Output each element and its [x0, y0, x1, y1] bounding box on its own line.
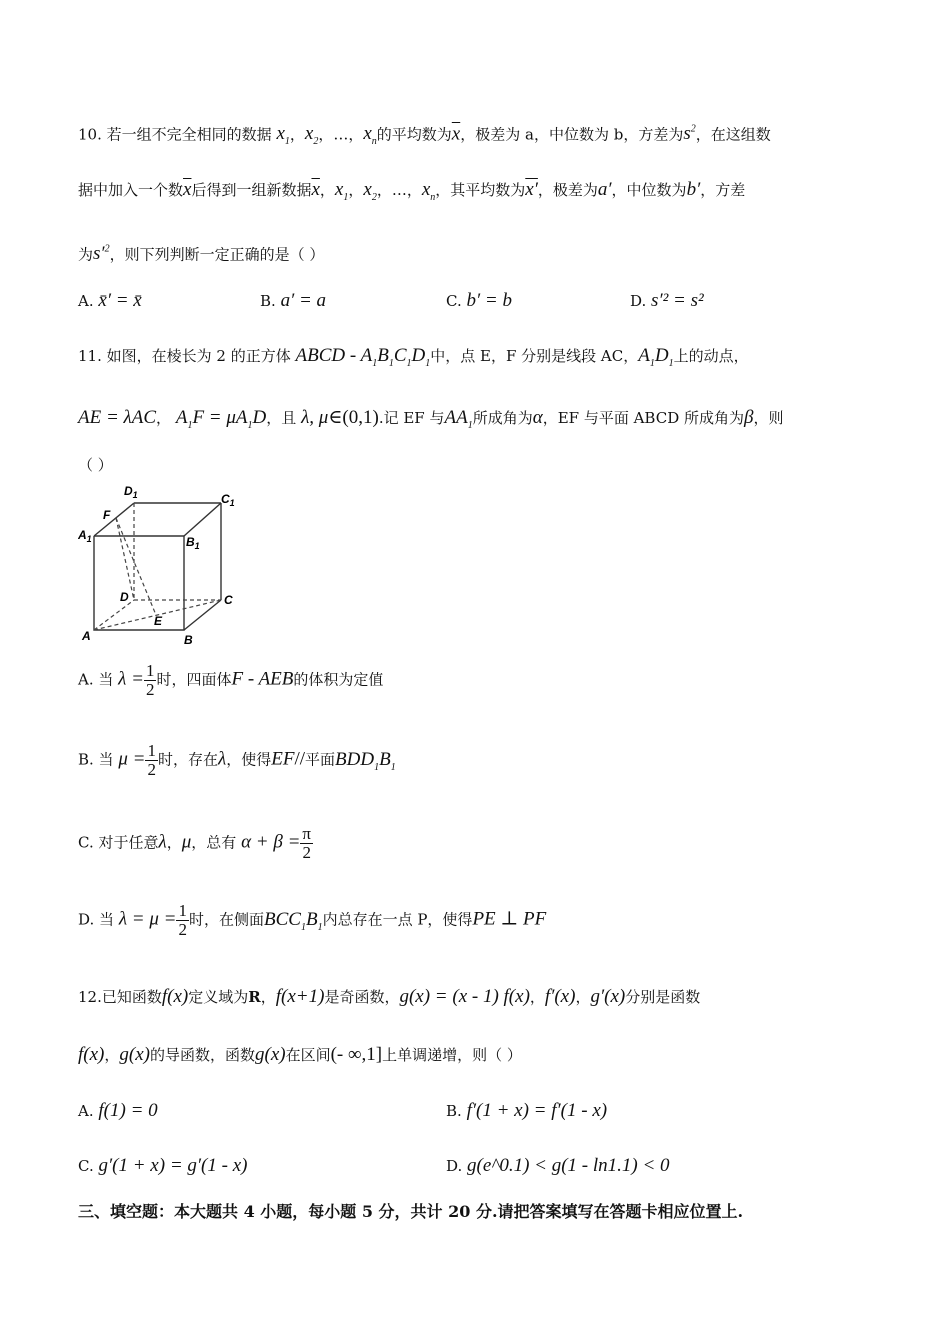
label-f: F [103, 508, 111, 522]
cube-figure [78, 483, 248, 648]
label-e: E [154, 614, 163, 628]
q11-option-d: D. 当 λ = μ = $\frac{1}{2}$ 时，在侧面$BCC_1B_1$内总存在一点 P，使得PE ⊥ PF [78, 901, 547, 939]
q11-line3: （ ） [78, 456, 113, 474]
q12-option-b: B. f′(1 + x) = f′(1 - x) [446, 1100, 608, 1121]
q12-line1: 12.已知函数f(x)定义域为R，f(x+1)是奇函数，g(x) = (x - 1) f(x)，f′(x)，g′(x)分别是函数 [78, 986, 701, 1007]
edge-b-c [184, 600, 221, 630]
segment-fd [116, 518, 134, 600]
q12-line2: f(x)，g(x)的导函数，函数g(x)在区间(- ∞,1]上单调递增，则（ ） [78, 1044, 522, 1065]
q10-option-a: A. x̄′ = x̄ [78, 290, 142, 311]
label-d1: $D_1$ [124, 484, 138, 500]
label-d: D [120, 590, 129, 604]
q11-line2: AE = λAC， $A_1F = \mu A_1D$，且 λ, μ∈(0,1).记 EF 与$AA_1$所成角为α，EF 与平面 ABCD 所成角为β，则 [78, 407, 784, 431]
label-a: A [82, 629, 91, 643]
q12-option-a: A. f(1) = 0 [78, 1100, 158, 1121]
label-b: B [184, 633, 193, 647]
edge-a-d [94, 600, 134, 630]
label-c: C [224, 593, 233, 607]
q11-option-a: A. 当 λ = $\frac{1}{2}$ 时，四面体F - AEB的体积为定值 [78, 661, 384, 699]
q10-line1: 10. 若一组不完全相同的数据 $x_1$，$x_2$，…，$x_n$的平均数为$\overline{x}$，极差为 a，中位数为 b，方差为$s^2$，在这组数 [78, 123, 771, 148]
label-a1: $A_1$ [78, 528, 92, 544]
edge-b1-c1 [184, 503, 221, 536]
front-face [94, 536, 184, 630]
q10-option-d: D. s′² = s² [630, 290, 704, 311]
edge-a1-d1 [94, 503, 134, 536]
label-c1: $C_1$ [221, 492, 235, 508]
q10-option-c: C. b′ = b [446, 290, 512, 311]
q11-option-b: B. 当 μ = $\frac{1}{2}$ 时，存在λ，使得EF//平面$BDD_1B_1$ [78, 741, 396, 779]
q10-line2: 据中加入一个数$\overline{x}$后得到一组新数据$\overline{x}$，$x_1$，$x_2$，…，$x_n$，其平均数为x′，极差为a′，中位数为b′，方差 [78, 179, 746, 203]
q12-option-d: D. g(e^0.1) < g(1 - ln1.1) < 0 [446, 1155, 670, 1176]
q11-line1: 11. 如图，在棱长为 2 的正方体 ABCD - $A_1B_1C_1D_1$中，点 E，F 分别是线段 AC，$A_1D_1$上的动点， [78, 345, 749, 369]
q12-option-c: C. g′(1 + x) = g′(1 - x) [78, 1155, 248, 1176]
label-b1: $B_1$ [186, 535, 200, 551]
section-3-heading: 三、填空题：本大题共 4 小题，每小题 5 分，共计 20 分.请把答案填写在答题卡相应位置上. [78, 1202, 744, 1221]
q10-line3: 为$s'^2$，则下列判断一定正确的是（ ） [78, 243, 325, 265]
q11-option-c: C. 对于任意λ，μ，总有 α + β = $\frac{\pi}{2}$ [78, 824, 312, 862]
q10-option-b: B. a′ = a [260, 290, 327, 311]
